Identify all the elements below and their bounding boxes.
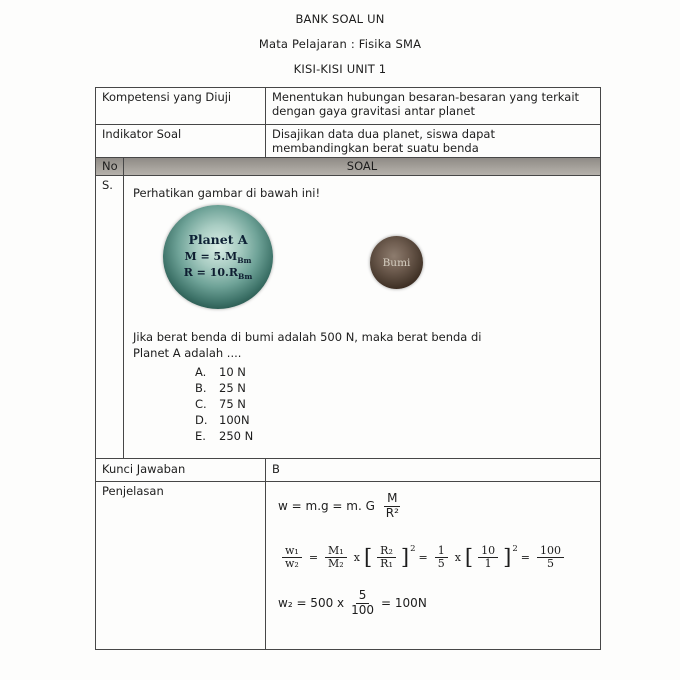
result-formula-rhs: = 100N [381,596,427,611]
planet-a-mass-sub: Bm [237,255,252,265]
right-bracket: ] [503,545,512,570]
planet-a-radius-text: R = 10.R [183,266,238,279]
option-d [195,412,591,428]
fraction-denominator: 5 [546,557,554,571]
fraction-numerator: 100 [537,545,564,559]
fraction-denominator: R² [385,505,399,520]
squared-exponent: 2 [410,543,416,554]
no-header: No [96,158,124,175]
planets-diagram [133,203,591,325]
doc-subject: Mata Pelajaran : Fisika SMA [258,37,422,51]
planet-a-mass-text: M = 5.M [184,249,238,263]
kompetensi-row [96,88,600,125]
indikator-value: Disajikan data dua planet, siswa dapat membandingkan berat suatu benda [272,127,495,155]
equals-sign: = [520,551,530,565]
result-formula [278,589,588,618]
option-d-letter: D. [195,413,208,427]
ratio-frac-num2 [478,545,498,571]
option-a-text: 10 N [219,365,246,379]
explanation-body [266,482,600,649]
planet-a-radius [184,266,253,282]
question-text-line1: Jika berat benda di bumi adalah 500 N, maka berat benda di [133,330,482,344]
fraction-numerator: 1 [435,545,448,559]
fraction-denominator: 5 [437,557,445,571]
left-bracket: [ [464,545,474,570]
planet-a-radius-sub: Bm [238,272,253,282]
fraction-denominator: R₁ [380,557,393,571]
earth-label: Bumi [382,256,411,269]
question-body [124,176,600,458]
explanation-row [96,482,600,649]
option-b-text: 25 N [219,381,246,395]
planet-a-mass [185,250,252,266]
right-bracket: ] [400,545,410,570]
option-b-letter: B. [195,381,207,395]
option-c-letter: C. [195,397,207,411]
doc-unit: KISI-KISI UNIT 1 [293,62,387,76]
kompetensi-label: Kompetensi yang Diuji [96,88,266,124]
equals-sign: = [308,551,319,565]
question-row [96,176,600,459]
ratio-frac-m [325,545,347,571]
question-text-line2: Planet A adalah .... [133,346,242,360]
answer-key-value: B [272,462,280,476]
fraction-denominator: M₂ [328,557,344,571]
kompetensi-value: Menentukan hubungan besaran-besaran yang terkait dengan gaya gravitasi antar planet [272,90,580,118]
soal-header: SOAL [346,159,378,173]
option-d-text: 100N [219,413,250,427]
left-bracket: [ [363,545,373,570]
weight-formula [278,492,588,521]
fraction-numerator: 5 [356,589,370,604]
indikator-label: Indikator Soal [96,125,266,157]
doc-title: BANK SOAL UN [295,12,385,26]
fraction-numerator: R₂ [377,545,396,559]
fraction-numerator: M₁ [325,545,347,559]
option-c-text: 75 N [219,397,246,411]
answer-key-label: Kunci Jawaban [96,459,266,481]
weight-formula-fraction [383,492,402,521]
fraction-numerator: w₁ [282,545,302,559]
explanation-label: Penjelasan [96,482,266,649]
planet-a-figure [163,205,273,309]
fraction-denominator: w₂ [285,557,299,571]
option-a [195,364,591,380]
times-sign: x [454,551,461,565]
option-a-letter: A. [195,365,207,379]
ratio-frac-r [377,545,396,571]
question-number: S. [96,176,124,458]
answer-key-row [96,459,600,482]
fraction-denominator: 100 [351,602,375,617]
option-e [195,428,591,444]
question-table [95,87,601,650]
planet-a-name: Planet A [188,231,248,247]
option-e-text: 250 N [219,429,254,443]
equals-sign: = [418,551,428,565]
option-b [195,380,591,396]
squared-exponent: 2 [512,543,518,554]
weight-formula-lhs: w = m.g = m. G [278,499,379,514]
ratio-frac-w [282,545,302,571]
option-c [195,396,591,412]
options-list [195,364,591,444]
fraction-numerator: 10 [478,545,498,559]
soal-header-row [96,158,600,176]
result-formula-lhs: w₂ = 500 x [278,596,345,611]
times-sign: x [353,551,360,565]
ratio-formula [278,545,588,571]
question-intro: Perhatikan gambar di bawah ini! [133,186,321,200]
document-header [0,12,680,76]
fraction-denominator: 1 [484,557,492,571]
indikator-row [96,125,600,158]
ratio-frac-result [537,545,564,571]
ratio-frac-num1 [435,545,448,571]
option-e-letter: E. [195,429,206,443]
earth-figure [370,236,423,289]
result-fraction [348,589,377,618]
fraction-numerator: M [384,492,400,507]
